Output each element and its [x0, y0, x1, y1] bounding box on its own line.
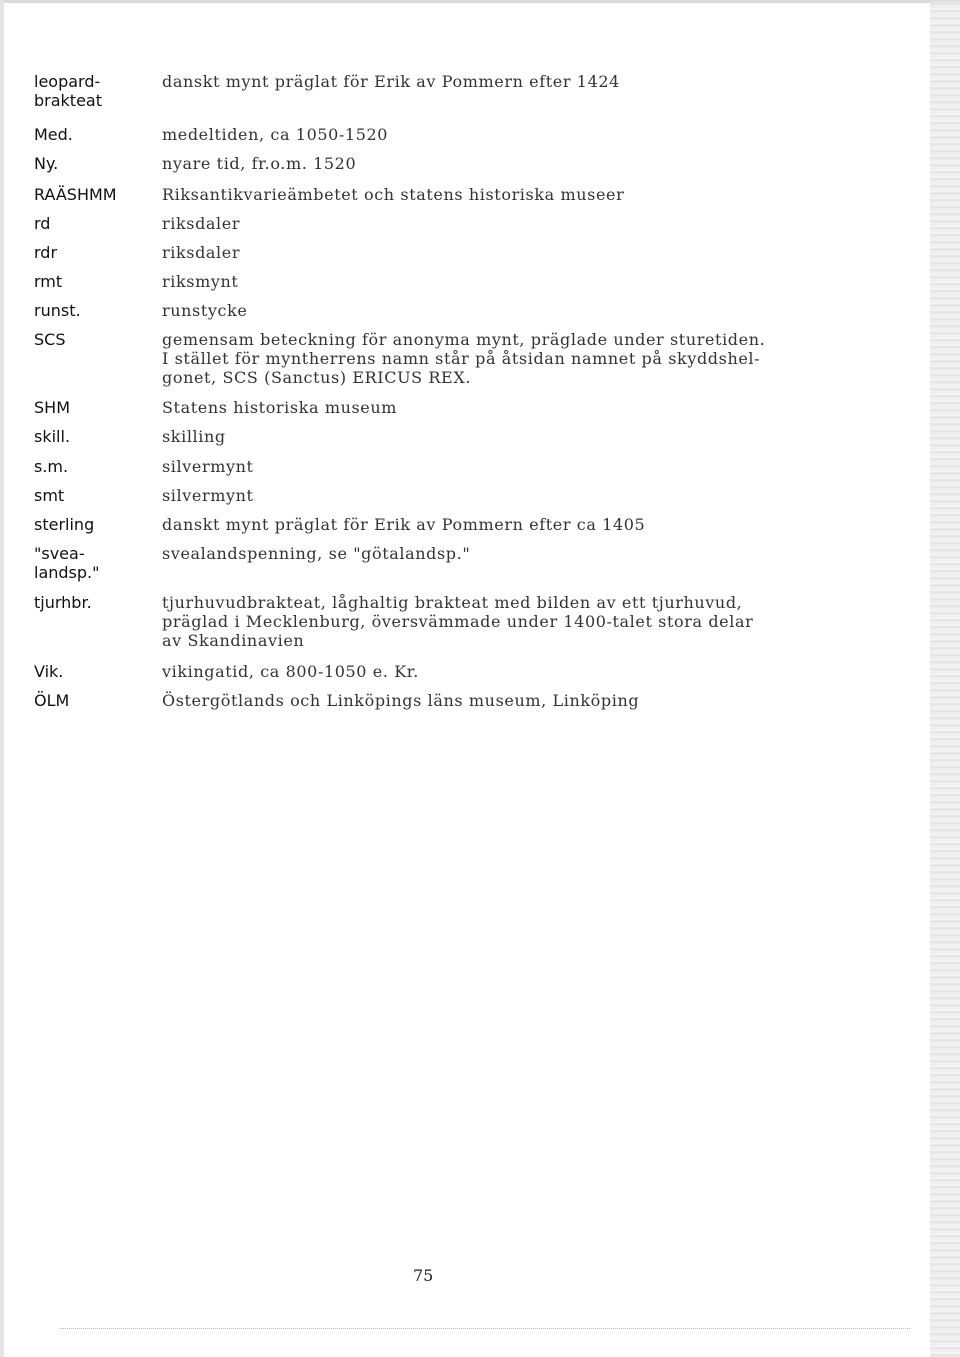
scan-edge-right [930, 0, 960, 1357]
glossary-definition [162, 427, 842, 446]
glossary-definition [162, 72, 842, 91]
glossary-definition-line: tjurhuvudbrakteat, låghaltig brakteat med bilden av ett tjurhuvud, [162, 593, 743, 612]
glossary-definition-line: vikingatid, ca 800-1050 e. Kr. [162, 662, 419, 681]
glossary-term-line: SCS [34, 330, 66, 349]
glossary-definition-line: svealandspenning, se "götalandsp." [162, 544, 471, 563]
glossary-term [34, 272, 152, 291]
glossary-definition [162, 398, 842, 417]
glossary-term [34, 330, 152, 349]
glossary-term-line: skill. [34, 427, 71, 446]
glossary-term [34, 457, 152, 476]
scan-edge-left [0, 0, 4, 1357]
glossary-term-line: rdr [34, 243, 58, 262]
glossary-definition [162, 457, 842, 476]
glossary-term [34, 662, 152, 681]
glossary-term [34, 593, 152, 612]
glossary-definition [162, 515, 842, 534]
glossary-term-line: ÖLM [34, 691, 70, 710]
glossary-definition-line: präglad i Mecklenburg, översvämmade under 1400-talet stora delar [162, 612, 754, 631]
glossary-definition [162, 272, 842, 291]
glossary-definition [162, 125, 842, 144]
glossary-definition [162, 662, 842, 681]
glossary-definition-line: Riksantikvarieämbetet och statens historiska museer [162, 185, 625, 204]
glossary-term-line: brakteat [34, 91, 102, 110]
glossary-term [34, 154, 152, 173]
glossary-definition-line: I stället för myntherrens namn står på åtsidan namnet på skyddshel- [162, 349, 761, 368]
glossary-definition [162, 593, 842, 650]
glossary-term [34, 427, 152, 446]
glossary-definition-line: skilling [162, 427, 226, 446]
glossary-term [34, 486, 152, 505]
glossary-term-line: leopard- [34, 72, 101, 91]
glossary-definition-line: Östergötlands och Linköpings läns museum, Linköping [162, 691, 640, 710]
glossary-term-line: sterling [34, 515, 95, 534]
glossary-definition [162, 486, 842, 505]
glossary-term [34, 515, 152, 534]
glossary-definition-line: nyare tid, fr.o.m. 1520 [162, 154, 357, 173]
glossary-term-line: rd [34, 214, 51, 233]
glossary-definition-line: danskt mynt präglat för Erik av Pommern efter 1424 [162, 72, 620, 91]
scan-edge-top [0, 0, 960, 3]
glossary-term-line: Med. [34, 125, 73, 144]
glossary-term [34, 125, 152, 144]
glossary-definition [162, 154, 842, 173]
glossary-definition [162, 243, 842, 262]
glossary-definition-line: gemensam beteckning för anonyma mynt, präglade under sturetiden. [162, 330, 766, 349]
glossary-definition [162, 544, 842, 563]
glossary-term [34, 72, 152, 110]
glossary-term-line: runst. [34, 301, 81, 320]
glossary-definition-line: av Skandinavien [162, 631, 305, 650]
glossary-definition [162, 330, 842, 387]
glossary-term [34, 398, 152, 417]
glossary-term-line: tjurhbr. [34, 593, 92, 612]
glossary-term [34, 544, 152, 582]
scan-bottom-edge [60, 1328, 910, 1330]
glossary-definition [162, 214, 842, 233]
glossary-definition-line: runstycke [162, 301, 248, 320]
glossary-definition [162, 691, 842, 710]
glossary-term-line: RAÄSHMM [34, 185, 117, 204]
glossary-term [34, 301, 152, 320]
glossary-term-line: "svea- [34, 544, 85, 563]
glossary-definition-line: riksdaler [162, 243, 241, 262]
glossary-term [34, 691, 152, 710]
glossary-definition [162, 185, 842, 204]
glossary-definition-line: silvermynt [162, 486, 254, 505]
glossary-term-line: landsp." [34, 563, 100, 582]
glossary-definition-line: riksmynt [162, 272, 239, 291]
glossary-term-line: SHM [34, 398, 70, 417]
glossary-definition-line: danskt mynt präglat för Erik av Pommern efter ca 1405 [162, 515, 646, 534]
glossary-definition-line: gonet, SCS (Sanctus) ERICUS REX. [162, 368, 472, 387]
glossary-definition-line: Statens historiska museum [162, 398, 398, 417]
glossary-definition-line: riksdaler [162, 214, 241, 233]
glossary-term-line: s.m. [34, 457, 69, 476]
glossary-definition-line: silvermynt [162, 457, 254, 476]
glossary-term [34, 243, 152, 262]
glossary-definition [162, 301, 842, 320]
glossary-term [34, 214, 152, 233]
glossary-term-line: Vik. [34, 662, 64, 681]
glossary-term-line: Ny. [34, 154, 59, 173]
glossary-term-line: smt [34, 486, 65, 505]
glossary-definition-line: medeltiden, ca 1050-1520 [162, 125, 389, 144]
page-number: 75 [413, 1266, 434, 1285]
glossary-term-line: rmt [34, 272, 63, 291]
glossary-term [34, 185, 152, 204]
